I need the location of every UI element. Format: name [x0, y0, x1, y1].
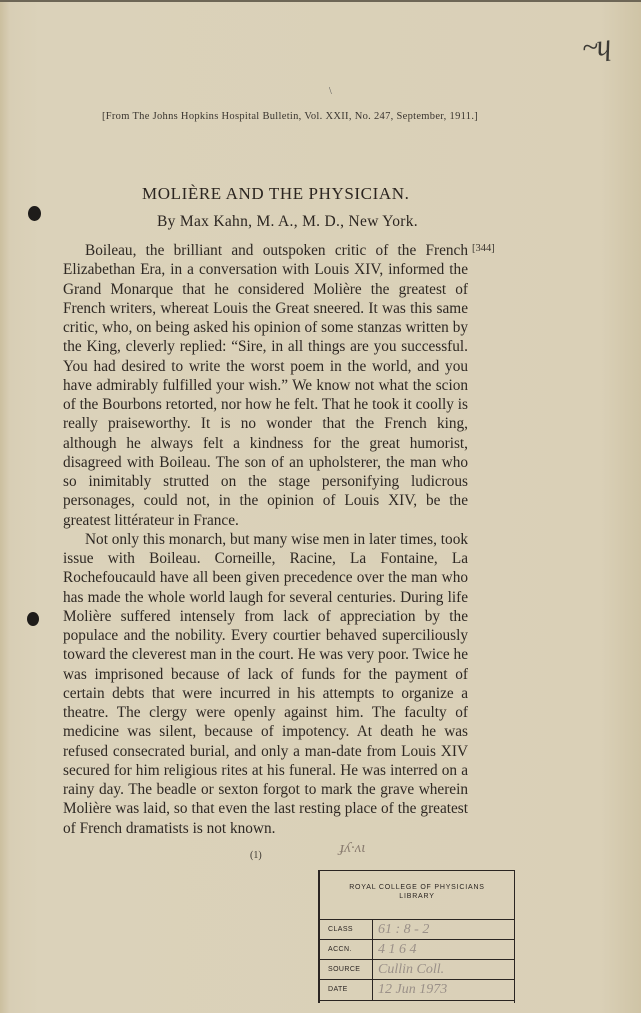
- paragraph: Not only this monarch, but many wise men in later times, took issue with Boileau. Corneille, Racine, La Fontaine, La Rochefoucauld have all been given precedence over the man who has made the whole world laugh for several centuries. During life Molière suffered intensely from lack of appreciation by the populace and the nobility. Every courtier behaved superciliously toward the cleverest man in the court. He was very poor. Twice he was imprisoned because of lack of funds for the payment of certain debts that were incurred in his attempts to organize a theatre. The clergy were openly against him. The faculty of medicine was silent, because of impotency. At death he was refused consecrated burial, and only a man-date from Louis XIV secured for him religious rites at his funeral. He was interred on a rainy day. The beadle or sexton forgot to mark the grave wherein Molière was laid, so that even the last resting place of the greatest of French dramatists is not known.: [63, 530, 468, 837]
- page-number: (1): [250, 850, 262, 861]
- pencil-tick: \: [329, 86, 332, 97]
- source-note: [From The Johns Hopkins Hospital Bulletin, Vol. XXII, No. 247, September, 1911.]: [101, 111, 479, 122]
- article-title: MOLIÈRE AND THE PHYSICIAN.: [142, 184, 410, 203]
- stamp-divider: [372, 980, 373, 1000]
- library-stamp: [318, 870, 515, 1003]
- stamp-label: SOURCE: [328, 966, 361, 973]
- stamp-heading: [320, 871, 514, 901]
- paragraph: Boileau, the brilliant and outspoken critic of the French Elizabethan Era, in a conversation with Louis XIV, informed the Grand Monarque that he considered Molière the greatest of French writers, whereat Louis the Great sneered. It was this same critic, who, on being asked his opinion of some stanzas written by the King, cleverly replied: “Sire, in all things are you successful. You had desired to write the worst poem in the world, and you have admirably fulfilled your wish.” We know not what the scion of the Bourbons retorted, nor how he felt. That he took it coolly is really praiseworthy. It is no wonder that the French king, although he always felt a kindness for the great humorist, disagreed with Boileau. The son of an upholsterer, the man who so inimitably strutted on the stage personifying ludicrous personages, could not, in the opinion of Louis XIV, be the greatest littérateur in France.: [63, 242, 468, 529]
- stamp-row-class: [320, 919, 514, 940]
- stamp-value: Cullin Coll.: [378, 962, 445, 977]
- stamp-label: DATE: [328, 986, 348, 993]
- stamp-row-accn: [320, 939, 514, 960]
- stamp-row-source: [320, 959, 514, 980]
- top-edge-line: [0, 0, 641, 2]
- stamp-value: 12 Jun 1973: [378, 982, 448, 997]
- binding-hole-icon: [28, 206, 41, 221]
- stamp-divider: [372, 940, 373, 960]
- stamp-row-date: [320, 979, 514, 1001]
- stamp-label: CLASS: [328, 926, 353, 933]
- stamp-value: 61 : 8 - 2: [378, 922, 430, 937]
- handwritten-mark: ~ɥ: [579, 28, 612, 65]
- article-body: [63, 241, 468, 838]
- page-marker: [344]: [472, 243, 495, 254]
- author-byline: By Max Kahn, M. A., M. D., New York.: [157, 213, 418, 230]
- stamp-line2: LIBRARY: [399, 893, 435, 900]
- stamp-divider: [372, 960, 373, 980]
- stamp-value: 4 1 6 4: [378, 942, 417, 957]
- stamp-line1: ROYAL COLLEGE OF PHYSICIANS: [349, 884, 485, 891]
- stamp-divider: [372, 920, 373, 940]
- handwritten-note: ɟʎ·ʌɩ: [340, 840, 366, 856]
- binding-hole-icon: [27, 612, 39, 626]
- stamp-label: ACCN.: [328, 946, 352, 953]
